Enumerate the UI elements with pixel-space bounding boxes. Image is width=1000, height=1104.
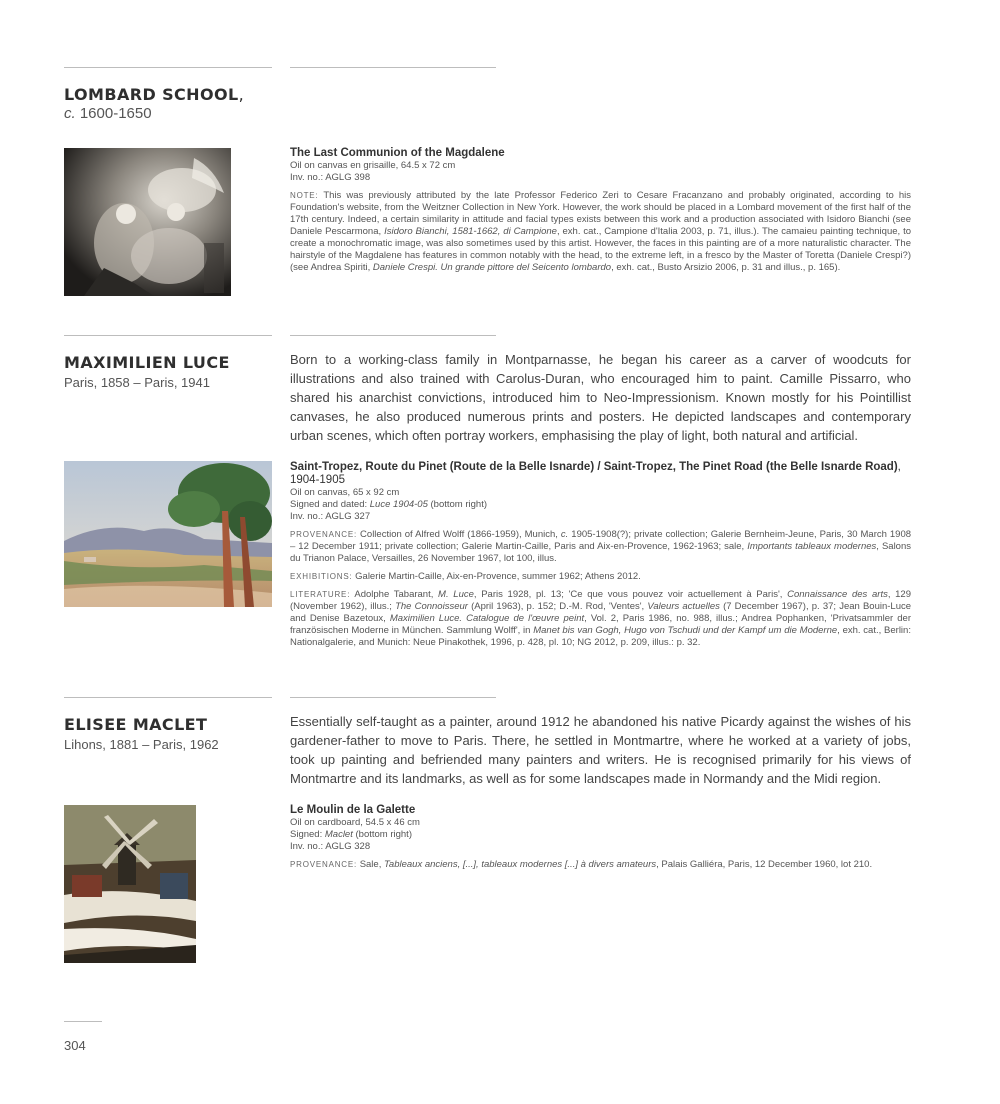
artwork-medium: Oil on cardboard, 54.5 x 46 cm: [290, 817, 420, 828]
page-number: 304: [64, 1038, 86, 1053]
artwork-inventory: Inv. no.: AGLG 327: [290, 511, 371, 522]
artwork-medium: Oil on canvas en grisaille, 64.5 x 72 cm: [290, 160, 456, 171]
artwork-title: Saint-Tropez, Route du Pinet (Route de la Belle Isnarde) / Saint-Tropez, The Pinet Road (the Belle Isnarde Road), 1904-1905: [290, 461, 901, 486]
section-rule-left: [64, 67, 272, 68]
section-rule-left: [64, 335, 272, 336]
artwork-inventory: Inv. no.: AGLG 398: [290, 172, 371, 183]
artwork-literature: LITERATURE: Adolphe Tabarant, M. Luce, Paris 1928, pl. 13; 'Ce que vous pouvez voir actuellement à Paris', Connaissance des arts, 129 (November 1962), illus.; The Connoisseur (April 1963), p. 152; D.-M. Rod, 'Ventes', Valeurs actuelles (7 December 1967), p. 37; Jean Bouin-Luce and Denise Bazetoux, Maximilien Luce. Catalogue de l'œuvre peint, Vol. 2, Paris 1986, no. 988, illus.; Andrea Pophanken, 'Privatsammler der französischen Moderne in München. Sammlung Wolff', in Manet bis van Gogh, Hugo von Tschudi und der Kampf um die Moderne, exh. cat., Berlin: Nationalgalerie, and Munich: Neue Pinakothek, 1996, p. 428, pl. 10; NG 2012, p. 209, illus.: p. 32.: [290, 589, 912, 648]
artwork-inventory: Inv. no.: AGLG 328: [290, 841, 371, 852]
artist-life-luce: Paris, 1858 – Paris, 1941: [64, 375, 210, 390]
artwork-medium: Oil on canvas, 65 x 92 cm: [290, 487, 400, 498]
artwork-note: NOTE: This was previously attributed by the late Professor Federico Zeri to Cesare Fracanzano and probably originated, according to his Foundation's website, from the Weitzner Collection in New York. However, the work should be placed in a Lombard movement of the first half of the 17th century. Indeed, a certain similarity in attitude and facial types exists between this work and a production associated with Isidoro Bianchi (see Daniele Pescarmona, Isidoro Bianchi, 1581-1662, di Campione, exh. cat., Campione d'Italia 2003, p. 71, illus.). The camaieu painting technique, to create a monochromatic image, was also sometimes used by this artist. However, the faces in this painting are of a more naturalistic character. The hairstyle of the Magdalene has features in common notably with the head, to the extreme left, in a fresco by the Master of Toretta (Daniele Crespi?) (see Andrea Spiriti, Daniele Crespi. Un grande pittore del Seicento lombardo, exh. cat., Busto Arsizio 2006, p. 31 and illus., p. 165).: [290, 190, 912, 273]
artwork-provenance: PROVENANCE: Sale, Tableaux anciens, [...], tableaux modernes [...] à divers amateurs, Palais Galliéra, Paris, 12 December 1960, lot 210.: [290, 859, 873, 870]
painting-thumbnail-moulin-galette: [64, 805, 196, 963]
artwork-signature: Signed: Maclet (bottom right): [290, 829, 412, 840]
artwork-signature: Signed and dated: Luce 1904-05 (bottom right): [290, 499, 488, 510]
artist-dates-lombard: c. 1600-1650: [64, 105, 152, 122]
artist-name-lombard: LOMBARD SCHOOL,: [64, 85, 245, 104]
section-rule-right: [290, 697, 496, 698]
literature-label: LITERATURE:: [290, 590, 351, 599]
artwork-provenance: PROVENANCE: Collection of Alfred Wolff (1866-1959), Munich, c. 1905-1908(?); private collection; Galerie Bernheim-Jeune, Paris, 30 March 1908 – 12 December 1911; private collection; Galerie Martin-Caille, Paris and Aix-en-Provence, 1962-1963; sale, Importants tableaux modernes, Salons du Trianon Palace, Versailles, 26 November 1967, lot 100, illus.: [290, 529, 912, 564]
painting-thumbnail-saint-tropez: [64, 461, 272, 607]
artist-name-maclet: ELISEE MACLET: [64, 715, 208, 734]
artist-life-maclet: Lihons, 1881 – Paris, 1962: [64, 737, 219, 752]
note-label: NOTE:: [290, 191, 319, 200]
painting-thumbnail-last-communion: [64, 148, 231, 296]
windmill-painting-icon: [64, 805, 196, 963]
artwork-entry-last-communion: [290, 147, 911, 274]
section-rule-right: [290, 335, 496, 336]
artwork-exhibitions: EXHIBITIONS: Galerie Martin-Caille, Aix-en-Provence, summer 1962; Athens 2012.: [290, 571, 641, 582]
exhibitions-label: EXHIBITIONS:: [290, 572, 353, 581]
artist-bio-luce: Born to a working-class family in Montparnasse, he began his career as a carver of woodcuts for illustrations and also trained with Carolus-Duran, who encouraged him to paint. Camille Pissarro, who shared his anarchist convictions, introduced him to Neo-Impressionism. Known mostly for his Pointillist canvases, he also produced numerous prints and posters. He depicted landscapes and contemporary urban scenes, which often portray workers, emphasising the play of light, both natural and artificial.: [290, 352, 911, 443]
provenance-label: PROVENANCE:: [290, 860, 358, 869]
artist-name-luce: MAXIMILIEN LUCE: [64, 353, 230, 372]
landscape-painting-icon: [64, 461, 272, 607]
artist-bio-maclet: Essentially self-taught as a painter, around 1912 he abandoned his native Picardy against the wishes of his gardener-father to move to Paris. There, he settled in Montmartre, where he worked at a variety of jobs, took up painting and befriended many painters and writers. He is recognised primarily for his views of Montmartre and its landmarks, as well as for some landscapes made in Normandy and the Midi region.: [290, 714, 911, 786]
artwork-title: The Last Communion of the Magdalene: [290, 147, 505, 159]
page-number-rule: [64, 1021, 102, 1022]
provenance-label: PROVENANCE:: [290, 530, 358, 539]
artwork-entry-saint-tropez: [290, 461, 911, 649]
section-rule-right: [290, 67, 496, 68]
artwork-entry-moulin-galette: [290, 804, 911, 871]
artwork-title: Le Moulin de la Galette: [290, 804, 416, 816]
section-rule-left: [64, 697, 272, 698]
grisaille-painting-icon: [64, 148, 231, 296]
